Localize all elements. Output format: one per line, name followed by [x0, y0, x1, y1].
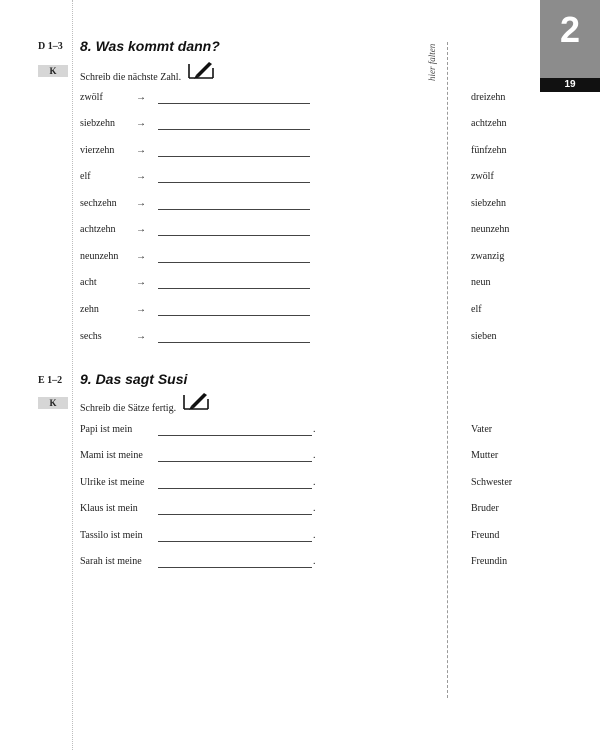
answer-blank[interactable]	[158, 315, 310, 316]
exercise-9-row	[0, 530, 600, 544]
row-word: Papi ist mein	[80, 424, 133, 435]
row-answer: elf	[471, 304, 482, 315]
exercise-8-row	[0, 331, 600, 345]
answer-blank[interactable]	[158, 541, 312, 542]
answer-blank[interactable]	[158, 461, 312, 462]
arrow-glyph: →	[136, 198, 146, 209]
row-word: Tassilo ist mein	[80, 530, 143, 541]
row-answer: Freundin	[471, 556, 508, 567]
row-answer: Freund	[471, 530, 500, 541]
row-word: Ulrike ist meine	[80, 477, 145, 488]
exercise-9-row	[0, 450, 600, 464]
arrow-glyph: →	[136, 277, 146, 288]
sentence-end-mark: .	[313, 424, 316, 435]
arrow-glyph: →	[136, 304, 146, 315]
arrow-glyph: →	[136, 145, 146, 156]
chapter-tab: 2	[540, 0, 600, 78]
row-word: zwölf	[80, 92, 103, 103]
row-answer: zwanzig	[471, 251, 505, 262]
row-word: Klaus ist mein	[80, 503, 138, 514]
answer-blank[interactable]	[158, 567, 312, 568]
exercise-8-instruction	[80, 60, 215, 83]
row-word: elf	[80, 171, 91, 182]
answer-blank[interactable]	[158, 182, 310, 183]
answer-blank[interactable]	[158, 156, 310, 157]
answer-blank[interactable]	[158, 262, 310, 263]
exercise-8-instruction-text: Schreib die nächste Zahl.	[80, 72, 182, 83]
fold-line	[447, 42, 448, 698]
answer-blank[interactable]	[158, 288, 310, 289]
exercise-9-instruction	[80, 391, 210, 414]
row-answer: dreizehn	[471, 92, 506, 103]
page-number: 19	[540, 78, 600, 92]
row-answer: zwölf	[471, 171, 494, 182]
row-word: zehn	[80, 304, 99, 315]
row-word: siebzehn	[80, 118, 115, 129]
row-word: sechzehn	[80, 198, 117, 209]
exercise-8-row	[0, 118, 600, 132]
sentence-end-mark: .	[313, 477, 316, 488]
exercise-8-row	[0, 251, 600, 265]
arrow-glyph: →	[136, 92, 146, 103]
answer-blank[interactable]	[158, 342, 310, 343]
exercise-9-row	[0, 556, 600, 570]
exercise-8-row	[0, 145, 600, 159]
exercise-8-row	[0, 224, 600, 238]
exercise-9-instruction-text: Schreib die Sätze fertig.	[80, 403, 177, 414]
row-word: vierzehn	[80, 145, 115, 156]
exercise-8-row	[0, 198, 600, 212]
exercise-8-code: D 1–3	[38, 41, 63, 52]
row-word: neunzehn	[80, 251, 119, 262]
exercise-9-title: 9. Das sagt Susi	[80, 371, 188, 387]
arrow-glyph: →	[136, 224, 146, 235]
sentence-end-mark: .	[313, 530, 316, 541]
answer-blank[interactable]	[158, 129, 310, 130]
row-answer: achtzehn	[471, 118, 507, 129]
answer-blank[interactable]	[158, 209, 310, 210]
sentence-end-mark: .	[313, 450, 316, 461]
exercise-8-row	[0, 277, 600, 291]
pencil-icon	[182, 391, 210, 414]
row-answer: neunzehn	[471, 224, 510, 235]
answer-blank[interactable]	[158, 103, 310, 104]
pencil-icon	[187, 60, 215, 83]
fold-label: hier falten	[427, 43, 437, 81]
left-margin-rule	[72, 0, 73, 750]
row-answer: Bruder	[471, 503, 499, 514]
exercise-8-row	[0, 304, 600, 318]
answer-blank[interactable]	[158, 488, 312, 489]
answer-blank[interactable]	[158, 235, 310, 236]
exercise-9-row	[0, 424, 600, 438]
row-word: Sarah ist meine	[80, 556, 142, 567]
row-answer: neun	[471, 277, 491, 288]
row-answer: Schwester	[471, 477, 513, 488]
answer-blank[interactable]	[158, 435, 312, 436]
row-answer: sieben	[471, 331, 497, 342]
arrow-glyph: →	[136, 331, 146, 342]
sentence-end-mark: .	[313, 503, 316, 514]
row-word: acht	[80, 277, 97, 288]
row-answer: fünfzehn	[471, 145, 507, 156]
row-answer: Vater	[471, 424, 493, 435]
exercise-8-row	[0, 92, 600, 106]
row-answer: siebzehn	[471, 198, 506, 209]
arrow-glyph: →	[136, 118, 146, 129]
arrow-glyph: →	[136, 251, 146, 262]
sentence-end-mark: .	[313, 556, 316, 567]
arrow-glyph: →	[136, 171, 146, 182]
row-word: sechs	[80, 331, 102, 342]
row-word: achtzehn	[80, 224, 116, 235]
exercise-9-code: E 1–2	[38, 375, 63, 386]
row-answer: Mutter	[471, 450, 499, 461]
exercise-8-title: 8. Was kommt dann?	[80, 38, 220, 54]
answer-blank[interactable]	[158, 514, 312, 515]
exercise-9-badge: K	[38, 397, 68, 409]
row-word: Mami ist meine	[80, 450, 143, 461]
exercise-9-row	[0, 503, 600, 517]
exercise-9-row	[0, 477, 600, 491]
exercise-8-row	[0, 171, 600, 185]
exercise-8-badge: K	[38, 65, 68, 77]
